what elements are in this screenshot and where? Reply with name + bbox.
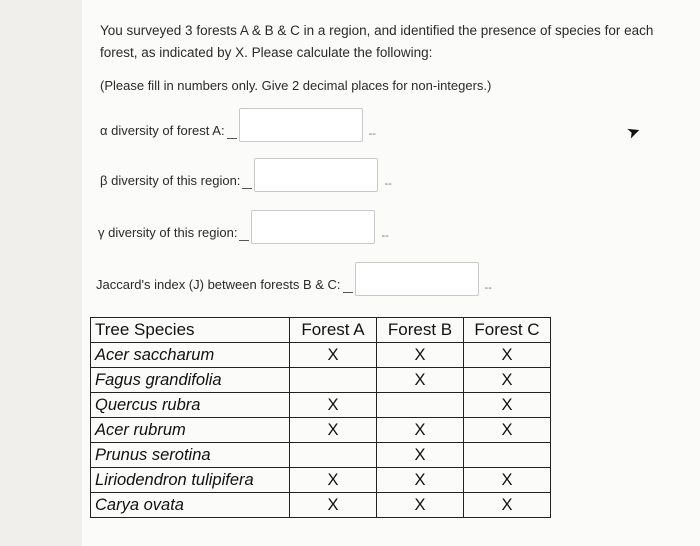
- question-note: (Please fill in numbers only. Give 2 decimal places for non-integers.): [100, 78, 492, 93]
- table-row: [91, 443, 551, 468]
- presence-forest-a: X: [290, 343, 377, 368]
- table-row: [91, 368, 551, 393]
- blank-line: [239, 240, 249, 241]
- presence-forest-a: X: [290, 418, 377, 443]
- presence-forest-a: [290, 443, 377, 468]
- field-label: Jaccard's index (J) between forests B & C:: [96, 277, 341, 292]
- species-name: Prunus serotina: [91, 443, 290, 468]
- blank-line: [242, 188, 252, 189]
- field-dash: --: [381, 230, 389, 242]
- field-dash: --: [384, 178, 392, 190]
- header-tree-species: Tree Species: [91, 318, 290, 343]
- species-name: Acer saccharum: [91, 343, 290, 368]
- presence-forest-c: X: [464, 368, 551, 393]
- presence-forest-c: X: [464, 418, 551, 443]
- field-beta-diversity: [100, 158, 392, 192]
- presence-forest-b: X: [377, 343, 464, 368]
- presence-forest-a: X: [290, 393, 377, 418]
- alpha-diversity-input[interactable]: [239, 108, 363, 142]
- field-jaccard-index: [96, 262, 492, 296]
- species-name: Fagus grandifolia: [91, 368, 290, 393]
- table-row: [91, 418, 551, 443]
- table-row: [91, 493, 551, 518]
- field-label: β diversity of this region:: [100, 173, 241, 188]
- presence-forest-b: X: [377, 443, 464, 468]
- presence-forest-c: [464, 443, 551, 468]
- presence-forest-b: X: [377, 368, 464, 393]
- species-table: [90, 317, 551, 518]
- field-alpha-diversity: [100, 108, 376, 142]
- header-forest-a: Forest A: [290, 318, 377, 343]
- gamma-diversity-input[interactable]: [251, 210, 375, 244]
- presence-forest-a: [290, 368, 377, 393]
- question-intro: You surveyed 3 forests A & B & C in a region, and identified the presence of species for each forest, as indicated by X. Please calculate the following:: [100, 23, 654, 60]
- blank-line: [343, 292, 353, 293]
- presence-forest-b: X: [377, 418, 464, 443]
- table-row: [91, 343, 551, 368]
- beta-diversity-input[interactable]: [254, 158, 378, 192]
- species-name: Quercus rubra: [91, 393, 290, 418]
- presence-forest-c: X: [464, 493, 551, 518]
- species-name: Acer rubrum: [91, 418, 290, 443]
- table-row: [91, 393, 551, 418]
- header-forest-b: Forest B: [377, 318, 464, 343]
- presence-forest-c: X: [464, 343, 551, 368]
- presence-forest-b: X: [377, 493, 464, 518]
- field-dash: --: [484, 282, 492, 294]
- field-label: α diversity of forest A:: [100, 123, 225, 138]
- mouse-cursor-icon: ➤: [624, 122, 644, 143]
- field-label: γ diversity of this region:: [98, 225, 238, 240]
- field-dash: --: [368, 128, 376, 140]
- presence-forest-b: [377, 393, 464, 418]
- presence-forest-c: X: [464, 468, 551, 493]
- table-header-row: [91, 318, 551, 343]
- jaccard-index-input[interactable]: [355, 262, 479, 296]
- presence-forest-a: X: [290, 493, 377, 518]
- blank-line: [227, 138, 237, 139]
- presence-forest-a: X: [290, 468, 377, 493]
- field-gamma-diversity: [98, 210, 389, 244]
- species-name: Carya ovata: [91, 493, 290, 518]
- species-name: Liriodendron tulipifera: [91, 468, 290, 493]
- table-row: [91, 468, 551, 493]
- presence-forest-b: X: [377, 468, 464, 493]
- presence-forest-c: X: [464, 393, 551, 418]
- header-forest-c: Forest C: [464, 318, 551, 343]
